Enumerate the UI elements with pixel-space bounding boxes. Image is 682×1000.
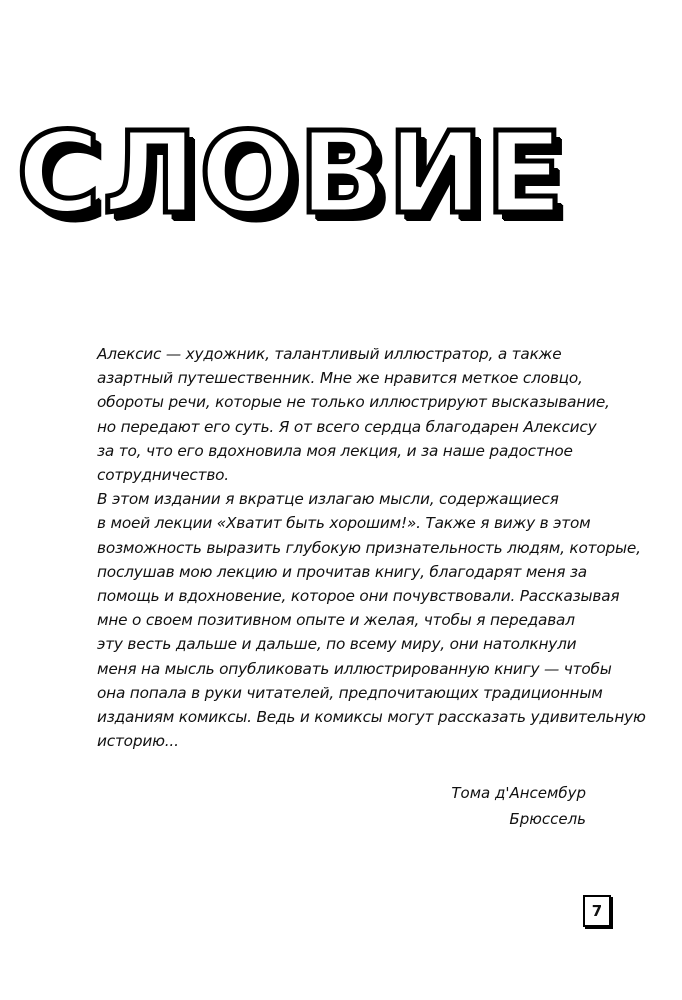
text-line: помощь и вдохновение, которое они почувствовали. Рассказывая bbox=[97, 587, 620, 606]
text-line: В этом издании я вкратце излагаю мысли, содержащиеся bbox=[97, 490, 559, 509]
page-number: 7 bbox=[583, 895, 611, 927]
page-title: СЛОВИЕ bbox=[16, 109, 566, 239]
text-line: она попала в руки читателей, предпочитающих традиционным bbox=[97, 683, 603, 702]
text-line: в моей лекции «Хватит быть хорошим!». Также я вижу в этом bbox=[97, 514, 591, 533]
text-line: мне о своем позитивном опыте и желая, чтобы я передавал bbox=[97, 611, 575, 630]
text-line: послушав мою лекцию и прочитав книгу, благодарят меня за bbox=[97, 562, 587, 581]
text-line: эту весть дальше и дальше, по всему миру, они натолкнули bbox=[97, 635, 577, 654]
text-line: за то, что его вдохновила моя лекция, и за наше радостное bbox=[97, 441, 573, 460]
text-line: но передают его суть. Я от всего сердца благодарен Алексису bbox=[97, 417, 597, 436]
text-line: Алексис — художник, талантливый иллюстратор, а также bbox=[97, 345, 562, 363]
text-line: азартный путешественник. Мне же нравится меткое словцо, bbox=[97, 369, 583, 388]
text-line: изданиям комиксы. Ведь и комиксы могут рассказать удивительную bbox=[97, 708, 646, 727]
foreword-text bbox=[97, 342, 646, 753]
text-line: меня на мысль опубликовать иллюстрированную книгу — чтобы bbox=[97, 659, 612, 678]
text-line: возможность выразить глубокую признательность людям, которые, bbox=[97, 538, 641, 557]
text-line: сотрудничество. bbox=[97, 466, 229, 485]
signature bbox=[451, 780, 586, 832]
text-line: обороты речи, которые не только иллюстрируют высказывание, bbox=[97, 393, 610, 412]
author-name: Тома д'Ансембур bbox=[451, 784, 586, 802]
text-line: историю... bbox=[97, 732, 179, 751]
city-name: Брюссель bbox=[509, 810, 586, 828]
